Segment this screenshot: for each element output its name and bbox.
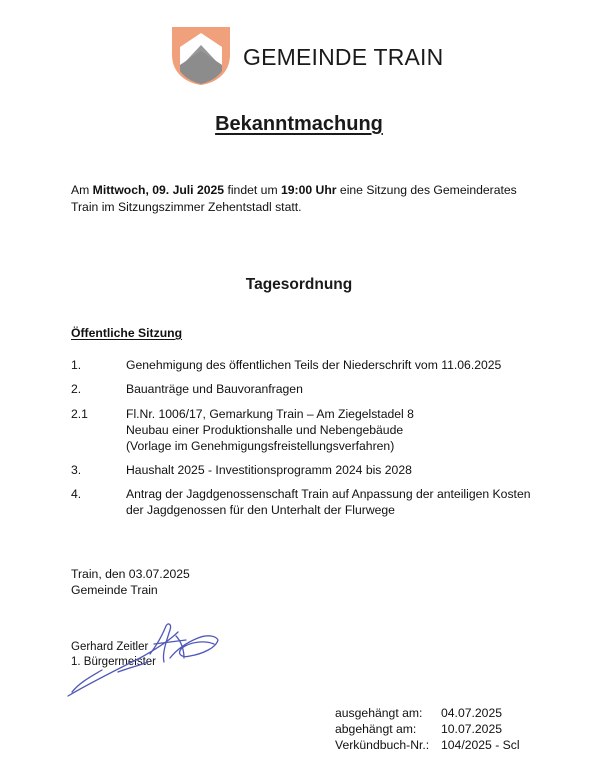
agenda-heading: Tagesordnung [245,276,353,293]
agenda-item-number: 1. [71,358,82,372]
removed-label: abgehängt am: [335,722,417,736]
agenda-item-text: Haushalt 2025 - Investitionsprogramm 2024 bis 2028 [126,463,412,477]
register-number: 104/2025 - Scl [441,738,520,752]
document-title: Bekanntmachung [215,113,383,135]
agenda-item-number: 3. [71,463,82,477]
intro-text-1: Am [71,183,93,197]
agenda-item-number: 2.1 [71,407,88,421]
agenda-item-text: Bauanträge und Bauvoranfragen [126,382,303,396]
municipality-name: GEMEINDE TRAIN [243,44,444,70]
announcement-text [71,182,541,216]
removed-date: 10.07.2025 [441,722,502,736]
agenda-item-number: 2. [71,382,82,396]
meeting-time: 19:00 Uhr [280,183,337,197]
place-and-date: Train, den 03.07.2025 [71,567,190,581]
signer-title: 1. Bürgermeister [71,656,157,668]
handwritten-signature [58,618,228,700]
municipal-crest-icon [172,27,230,85]
posted-label: ausgehängt am: [335,706,423,720]
agenda-item-text: Neubau einer Produktionshalle und Nebengebäude [126,423,404,437]
intro-text-3: eine Sitzung des Gemeinderates [336,183,517,197]
agenda-item-text: Genehmigung des öffentlichen Teils der Niederschrift vom 11.06.2025 [126,358,502,372]
agenda-item-text: (Vorlage im Genehmigungsfreistellungsverfahren) [126,439,395,453]
agenda-item-text: Antrag der Jagdgenossenschaft Train auf Anpassung der anteiligen Kosten [126,487,531,501]
signer-name: Gerhard Zeitler [71,641,149,653]
public-session-heading: Öffentliche Sitzung [71,326,183,340]
posted-date: 04.07.2025 [441,706,502,720]
intro-text-2: findet um [224,183,281,197]
issuing-authority: Gemeinde Train [71,583,158,597]
agenda-item-number: 4. [71,487,82,501]
register-label: Verkündbuch-Nr.: [335,738,430,752]
intro-text-line2: Train im Sitzungszimmer Zehentstadl statt. [71,200,302,214]
agenda-item-text: Fl.Nr. 1006/17, Gemarkung Train – Am Ziegelstadel 8 [126,407,414,421]
agenda-item-text: der Jagdgenossen für den Unterhalt der Flurwege [126,503,395,517]
meeting-date: Mittwoch, 09. Juli 2025 [92,183,225,197]
